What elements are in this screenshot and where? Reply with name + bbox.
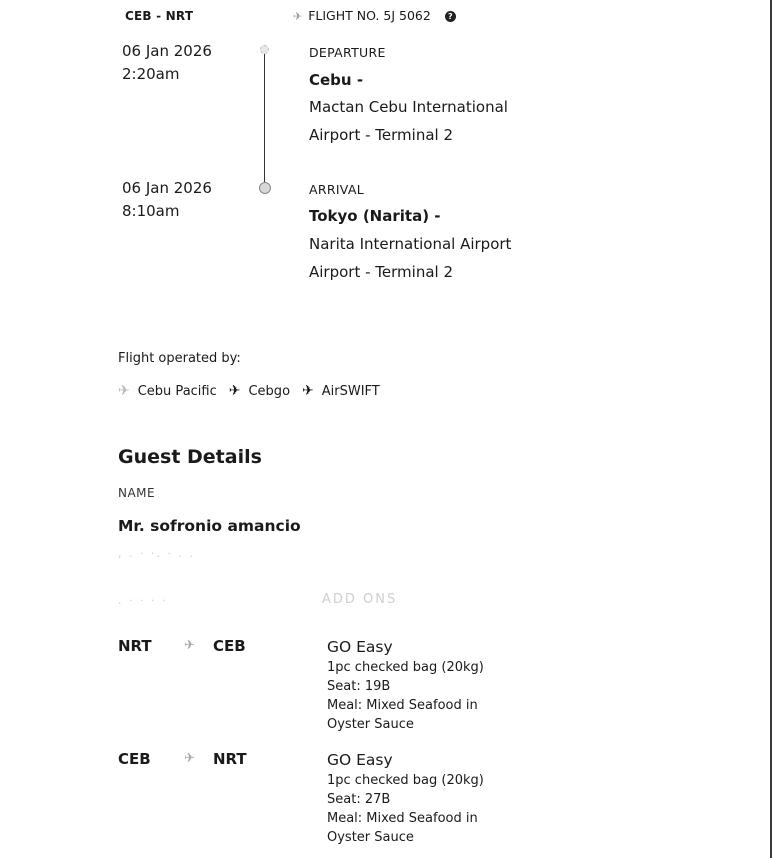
add-ons-label: ADD ONS bbox=[322, 592, 398, 607]
seat-info: Seat: 19B bbox=[327, 679, 391, 694]
baggage-info: 1pc checked bag (20kg) bbox=[327, 660, 484, 675]
bundle-name: GO Easy bbox=[327, 638, 393, 656]
faded-column-label: . · · · · bbox=[118, 594, 168, 607]
departure-time: 2:20am bbox=[122, 65, 180, 83]
plane-icon: ✈ bbox=[302, 383, 314, 399]
plane-icon: ✈ bbox=[118, 383, 130, 399]
guest-name: Mr. sofronio amancio bbox=[118, 517, 301, 535]
carrier-list bbox=[118, 383, 392, 399]
departure-airport-line1: Mactan Cebu International bbox=[309, 98, 508, 116]
plane-icon: ✈ bbox=[293, 10, 303, 23]
leg-origin: CEB bbox=[118, 750, 151, 768]
departure-dot-icon bbox=[260, 45, 269, 54]
leg-destination: CEB bbox=[213, 637, 246, 655]
baggage-info: 1pc checked bag (20kg) bbox=[327, 773, 484, 788]
meal-info: Meal: Mixed Seafood in bbox=[327, 811, 478, 826]
departure-date: 06 Jan 2026 bbox=[122, 42, 212, 60]
leg-addons bbox=[327, 636, 484, 734]
leg-destination: NRT bbox=[213, 750, 247, 768]
departure-city: Cebu - bbox=[309, 71, 364, 89]
arrival-airport-line1: Narita International Airport bbox=[309, 235, 512, 253]
arrival-time: 8:10am bbox=[122, 202, 180, 220]
page-edge bbox=[770, 0, 772, 858]
timeline-line bbox=[264, 52, 265, 184]
meal-info: Meal: Mixed Seafood in bbox=[327, 698, 478, 713]
seat-info: Seat: 27B bbox=[327, 792, 391, 807]
arrival-label: ARRIVAL bbox=[309, 182, 364, 197]
arrival-date: 06 Jan 2026 bbox=[122, 179, 212, 197]
carrier-name: Cebu Pacific bbox=[137, 383, 217, 399]
info-icon[interactable]: ? bbox=[445, 11, 456, 22]
flight-number-label: FLIGHT NO. 5J 5062 bbox=[308, 8, 431, 23]
name-label: NAME bbox=[118, 486, 156, 500]
bundle-name: GO Easy bbox=[327, 751, 393, 769]
arrival-dot-icon bbox=[259, 182, 271, 194]
departure-airport-line2: Airport - Terminal 2 bbox=[309, 126, 453, 144]
faded-text-row: , . · ·. · . . bbox=[118, 547, 195, 560]
meal-info-cont: Oyster Sauce bbox=[327, 830, 414, 845]
arrival-city: Tokyo (Narita) - bbox=[309, 207, 441, 225]
plane-icon: ✈ bbox=[228, 383, 241, 399]
guest-details-title: Guest Details bbox=[118, 446, 262, 468]
leg-addons bbox=[327, 749, 484, 847]
route-code: CEB - NRT bbox=[125, 9, 194, 23]
arrival-airport-line2: Airport - Terminal 2 bbox=[309, 263, 453, 281]
leg-origin: NRT bbox=[118, 637, 152, 655]
carrier-name: Cebgo bbox=[248, 383, 291, 399]
plane-icon: ✈ bbox=[184, 638, 195, 653]
plane-icon: ✈ bbox=[184, 751, 195, 766]
flight-number bbox=[293, 8, 456, 23]
meal-info-cont: Oyster Sauce bbox=[327, 717, 414, 732]
carrier-name: AirSWIFT bbox=[321, 383, 380, 399]
departure-label: DEPARTURE bbox=[309, 45, 386, 60]
operated-by-label: Flight operated by: bbox=[118, 351, 241, 366]
